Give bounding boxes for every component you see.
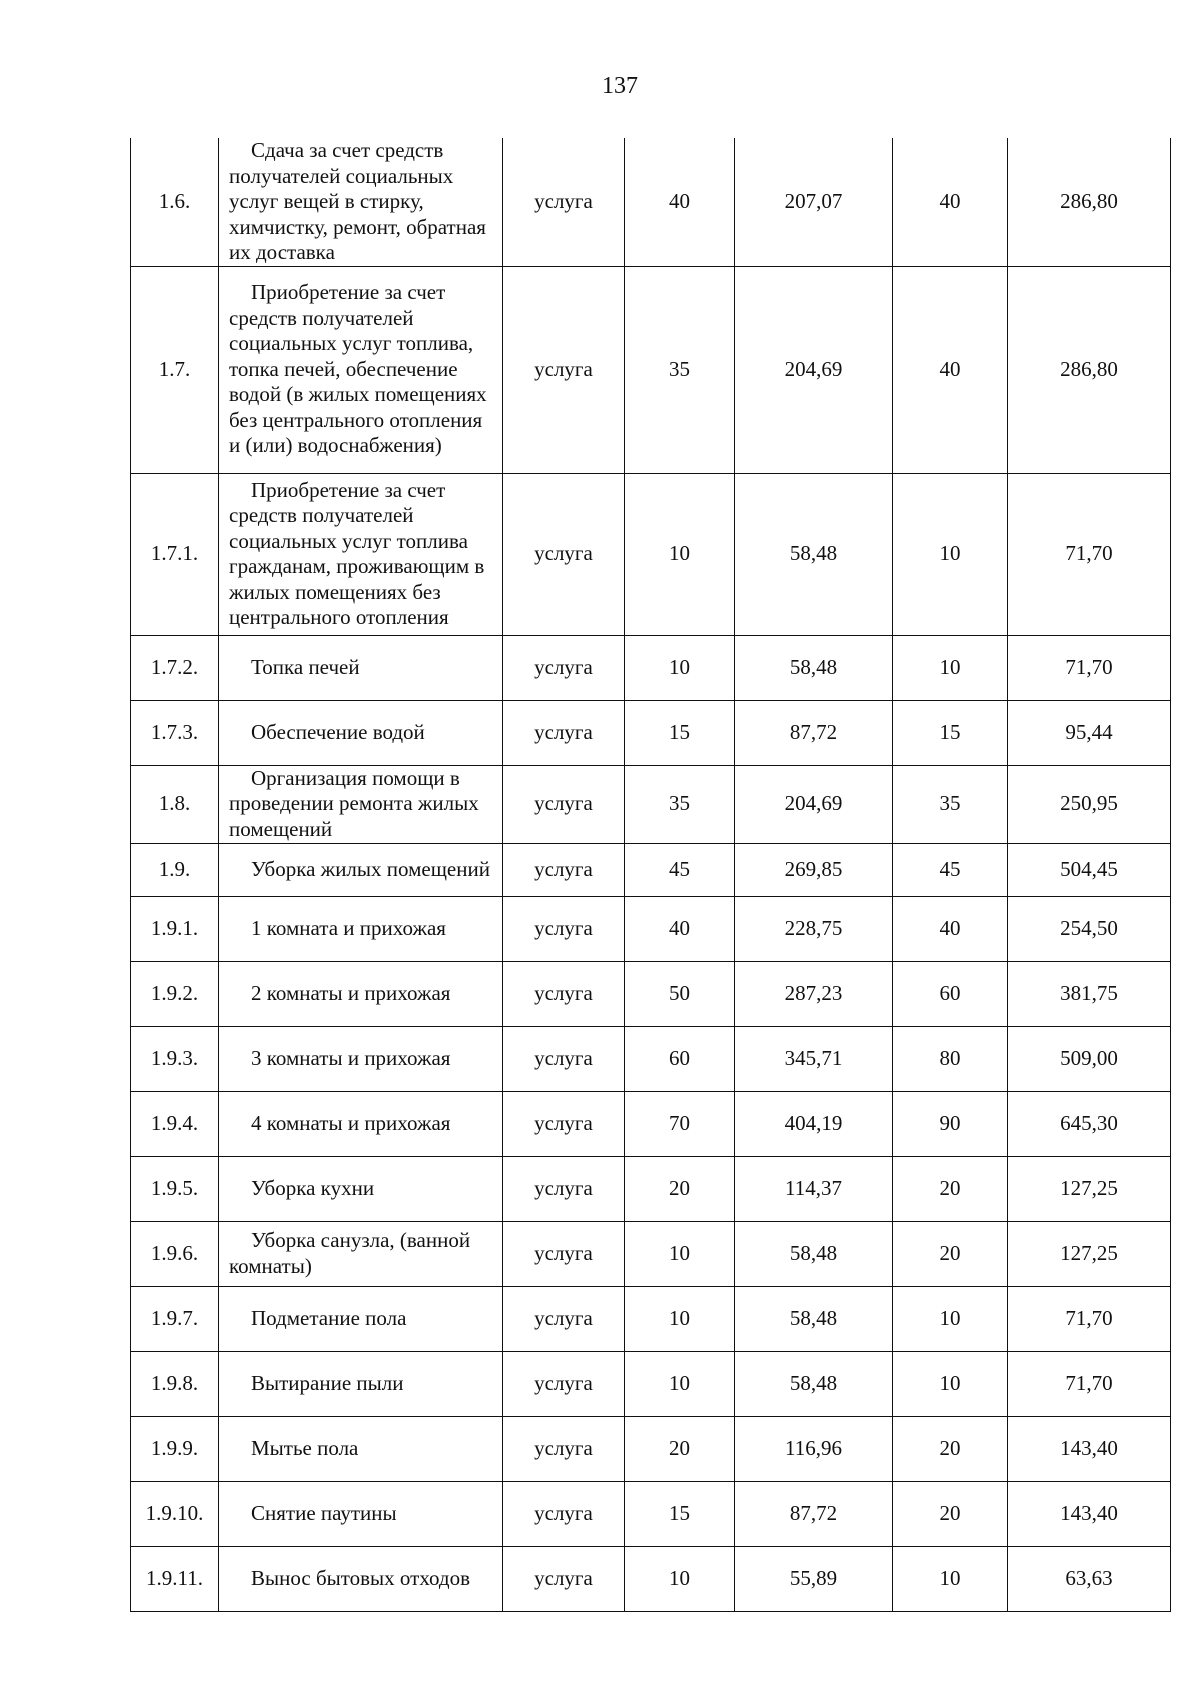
cell-item-number: 1.8. xyxy=(131,765,219,843)
cell-unit: услуга xyxy=(503,896,625,961)
service-description-text: Организация помощи в проведении ремонта жилых помещений xyxy=(229,765,479,841)
cell-item-number: 1.9.7. xyxy=(131,1286,219,1351)
cell-value-3: 40 xyxy=(893,138,1008,266)
cell-service-description xyxy=(219,473,503,635)
cell-unit: услуга xyxy=(503,961,625,1026)
cell-value-1: 45 xyxy=(625,843,735,896)
table-row xyxy=(131,700,1171,765)
cell-unit: услуга xyxy=(503,1091,625,1156)
cell-item-number: 1.9. xyxy=(131,843,219,896)
cell-item-number: 1.9.9. xyxy=(131,1416,219,1481)
cell-value-1: 20 xyxy=(625,1156,735,1221)
table-row xyxy=(131,1221,1171,1286)
service-description-text: Сдача за счет средств получателей социальных услуг вещей в стирку, химчистку, ремонт, обратная их доставка xyxy=(229,138,486,264)
cell-value-2: 345,71 xyxy=(735,1026,893,1091)
service-description-text: Топка печей xyxy=(251,654,360,679)
cell-service-description xyxy=(219,138,503,266)
cell-item-number: 1.7.2. xyxy=(131,635,219,700)
cell-value-4: 127,25 xyxy=(1008,1156,1171,1221)
cell-service-description xyxy=(219,1481,503,1546)
cell-unit: услуга xyxy=(503,1481,625,1546)
cell-service-description xyxy=(219,765,503,843)
cell-value-1: 50 xyxy=(625,961,735,1026)
cell-value-2: 58,48 xyxy=(735,635,893,700)
cell-value-3: 10 xyxy=(893,635,1008,700)
cell-value-1: 35 xyxy=(625,266,735,473)
cell-value-3: 15 xyxy=(893,700,1008,765)
table-row xyxy=(131,1546,1171,1611)
cell-item-number: 1.9.2. xyxy=(131,961,219,1026)
cell-value-1: 10 xyxy=(625,635,735,700)
cell-value-2: 404,19 xyxy=(735,1091,893,1156)
cell-value-4: 645,30 xyxy=(1008,1091,1171,1156)
cell-service-description xyxy=(219,1026,503,1091)
cell-value-1: 60 xyxy=(625,1026,735,1091)
service-description-text: Приобретение за счет средств получателей социальных услуг топлива гражданам, проживающим в жилых помещениях без центрального отопления xyxy=(229,477,485,629)
cell-value-1: 10 xyxy=(625,1546,735,1611)
service-description-text: 4 комнаты и прихожая xyxy=(251,1110,451,1135)
cell-item-number: 1.9.3. xyxy=(131,1026,219,1091)
table-row xyxy=(131,896,1171,961)
service-description-text: Вытирание пыли xyxy=(251,1370,404,1395)
service-description-text: Вынос бытовых отходов xyxy=(251,1565,471,1590)
cell-service-description xyxy=(219,896,503,961)
cell-value-2: 55,89 xyxy=(735,1546,893,1611)
cell-value-2: 204,69 xyxy=(735,266,893,473)
cell-value-2: 204,69 xyxy=(735,765,893,843)
cell-unit: услуга xyxy=(503,1546,625,1611)
cell-value-3: 60 xyxy=(893,961,1008,1026)
cell-value-2: 58,48 xyxy=(735,473,893,635)
service-description-text: Мытье пола xyxy=(251,1435,359,1460)
cell-value-4: 286,80 xyxy=(1008,138,1171,266)
cell-unit: услуга xyxy=(503,843,625,896)
cell-service-description xyxy=(219,1286,503,1351)
cell-item-number: 1.9.6. xyxy=(131,1221,219,1286)
cell-unit: услуга xyxy=(503,765,625,843)
cell-value-1: 10 xyxy=(625,473,735,635)
table-row xyxy=(131,1351,1171,1416)
cell-service-description xyxy=(219,266,503,473)
cell-unit: услуга xyxy=(503,1351,625,1416)
table-row xyxy=(131,961,1171,1026)
cell-service-description xyxy=(219,1156,503,1221)
cell-value-4: 71,70 xyxy=(1008,473,1171,635)
cell-service-description xyxy=(219,635,503,700)
service-description-text: Уборка жилых помещений xyxy=(251,856,490,881)
cell-value-4: 71,70 xyxy=(1008,1351,1171,1416)
cell-value-4: 95,44 xyxy=(1008,700,1171,765)
cell-value-4: 63,63 xyxy=(1008,1546,1171,1611)
cell-value-2: 58,48 xyxy=(735,1286,893,1351)
table-row xyxy=(131,1156,1171,1221)
cell-value-1: 40 xyxy=(625,896,735,961)
cell-item-number: 1.6. xyxy=(131,138,219,266)
cell-value-2: 58,48 xyxy=(735,1221,893,1286)
cell-value-3: 40 xyxy=(893,266,1008,473)
cell-value-3: 20 xyxy=(893,1481,1008,1546)
cell-unit: услуга xyxy=(503,266,625,473)
service-description-text: Подметание пола xyxy=(251,1305,407,1330)
cell-service-description xyxy=(219,1221,503,1286)
cell-service-description xyxy=(219,700,503,765)
table-row xyxy=(131,138,1171,266)
service-description-text: Снятие паутины xyxy=(251,1500,397,1525)
cell-unit: услуга xyxy=(503,635,625,700)
service-description-text: 1 комната и прихожая xyxy=(251,915,446,940)
table-row xyxy=(131,1416,1171,1481)
cell-value-1: 70 xyxy=(625,1091,735,1156)
cell-value-3: 10 xyxy=(893,473,1008,635)
service-description-text: Приобретение за счет средств получателей социальных услуг топлива, топка печей, обеспечение водой (в жилых помещениях без центрального отопления и (или) водоснабжения) xyxy=(229,280,487,458)
cell-unit: услуга xyxy=(503,473,625,635)
service-description-text: Обеспечение водой xyxy=(251,719,425,744)
cell-value-3: 20 xyxy=(893,1416,1008,1481)
service-description-text: 3 комнаты и прихожая xyxy=(251,1045,451,1070)
cell-value-4: 250,95 xyxy=(1008,765,1171,843)
table-row xyxy=(131,1481,1171,1546)
services-tariff-table xyxy=(130,138,1171,1612)
cell-value-2: 87,72 xyxy=(735,1481,893,1546)
table-row xyxy=(131,266,1171,473)
cell-unit: услуга xyxy=(503,1156,625,1221)
cell-service-description xyxy=(219,1351,503,1416)
cell-unit: услуга xyxy=(503,138,625,266)
cell-item-number: 1.9.10. xyxy=(131,1481,219,1546)
cell-item-number: 1.9.5. xyxy=(131,1156,219,1221)
cell-service-description xyxy=(219,961,503,1026)
cell-value-4: 71,70 xyxy=(1008,635,1171,700)
cell-item-number: 1.9.4. xyxy=(131,1091,219,1156)
cell-item-number: 1.9.11. xyxy=(131,1546,219,1611)
table-row xyxy=(131,1286,1171,1351)
cell-value-1: 35 xyxy=(625,765,735,843)
cell-value-2: 87,72 xyxy=(735,700,893,765)
cell-value-3: 20 xyxy=(893,1221,1008,1286)
cell-service-description xyxy=(219,843,503,896)
cell-item-number: 1.9.8. xyxy=(131,1351,219,1416)
cell-service-description xyxy=(219,1546,503,1611)
table-row xyxy=(131,1091,1171,1156)
cell-value-4: 143,40 xyxy=(1008,1481,1171,1546)
cell-value-4: 127,25 xyxy=(1008,1221,1171,1286)
cell-value-4: 504,45 xyxy=(1008,843,1171,896)
cell-item-number: 1.7.1. xyxy=(131,473,219,635)
table-row xyxy=(131,843,1171,896)
table-body xyxy=(131,138,1171,1611)
cell-item-number: 1.7.3. xyxy=(131,700,219,765)
cell-value-1: 10 xyxy=(625,1221,735,1286)
cell-value-3: 35 xyxy=(893,765,1008,843)
cell-value-2: 287,23 xyxy=(735,961,893,1026)
table-row xyxy=(131,765,1171,843)
cell-item-number: 1.7. xyxy=(131,266,219,473)
cell-value-3: 80 xyxy=(893,1026,1008,1091)
cell-value-4: 254,50 xyxy=(1008,896,1171,961)
service-description-text: Уборка кухни xyxy=(251,1175,375,1200)
page-number: 137 xyxy=(602,73,638,99)
cell-unit: услуга xyxy=(503,1026,625,1091)
cell-unit: услуга xyxy=(503,1416,625,1481)
table-row xyxy=(131,635,1171,700)
cell-value-2: 228,75 xyxy=(735,896,893,961)
cell-value-2: 114,37 xyxy=(735,1156,893,1221)
cell-value-3: 45 xyxy=(893,843,1008,896)
cell-value-1: 10 xyxy=(625,1351,735,1416)
cell-value-2: 269,85 xyxy=(735,843,893,896)
cell-value-1: 20 xyxy=(625,1416,735,1481)
cell-value-3: 10 xyxy=(893,1351,1008,1416)
cell-value-1: 40 xyxy=(625,138,735,266)
cell-value-3: 20 xyxy=(893,1156,1008,1221)
cell-value-3: 40 xyxy=(893,896,1008,961)
cell-value-3: 10 xyxy=(893,1286,1008,1351)
service-description-text: Уборка санузла, (ванной комнаты) xyxy=(229,1228,471,1278)
cell-value-4: 71,70 xyxy=(1008,1286,1171,1351)
cell-service-description xyxy=(219,1091,503,1156)
cell-value-2: 116,96 xyxy=(735,1416,893,1481)
cell-item-number: 1.9.1. xyxy=(131,896,219,961)
cell-value-4: 509,00 xyxy=(1008,1026,1171,1091)
cell-value-4: 143,40 xyxy=(1008,1416,1171,1481)
cell-value-3: 90 xyxy=(893,1091,1008,1156)
cell-value-2: 207,07 xyxy=(735,138,893,266)
cell-value-1: 10 xyxy=(625,1286,735,1351)
cell-value-2: 58,48 xyxy=(735,1351,893,1416)
table-row xyxy=(131,473,1171,635)
service-description-text: 2 комнаты и прихожая xyxy=(251,980,451,1005)
cell-unit: услуга xyxy=(503,1221,625,1286)
cell-value-3: 10 xyxy=(893,1546,1008,1611)
cell-service-description xyxy=(219,1416,503,1481)
cell-value-4: 286,80 xyxy=(1008,266,1171,473)
cell-value-1: 15 xyxy=(625,700,735,765)
cell-unit: услуга xyxy=(503,1286,625,1351)
cell-value-4: 381,75 xyxy=(1008,961,1171,1026)
table-row xyxy=(131,1026,1171,1091)
cell-value-1: 15 xyxy=(625,1481,735,1546)
cell-unit: услуга xyxy=(503,700,625,765)
